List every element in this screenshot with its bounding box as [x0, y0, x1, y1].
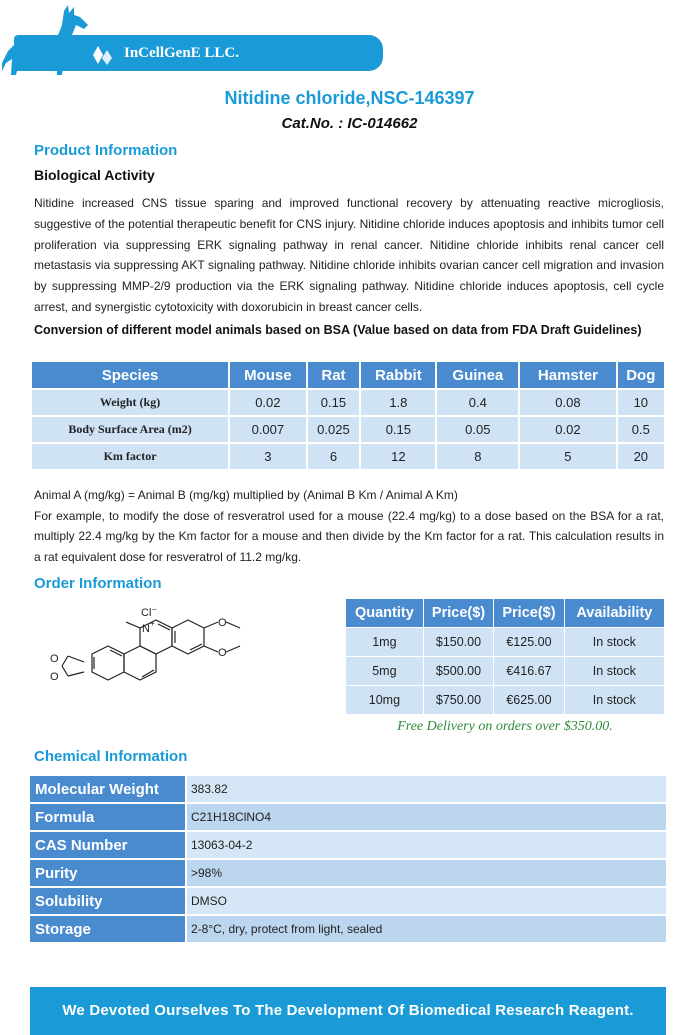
price-usd-cell: $150.00: [424, 628, 493, 656]
droplet-logo-icon: [92, 44, 114, 66]
conversion-heading: Conversion of different model animals based on BSA (Value based on data from FDA Draft Guidelines): [34, 323, 642, 337]
property-key: Formula: [30, 804, 185, 830]
table-header-row: [346, 599, 664, 627]
table-cell: 20: [618, 444, 664, 469]
chemical-info-table: [28, 774, 668, 944]
property-key: CAS Number: [30, 832, 185, 858]
property-value: >98%: [187, 860, 666, 886]
property-key: Storage: [30, 916, 185, 942]
table-cell: 0.15: [361, 417, 435, 442]
svg-text:O: O: [218, 647, 227, 659]
biological-activity-heading: Biological Activity: [34, 167, 155, 183]
table-cell: 0.5: [618, 417, 664, 442]
price-table: [345, 598, 665, 715]
table-cell: 3: [230, 444, 305, 469]
svg-text:O: O: [50, 653, 59, 665]
table-cell: 12: [361, 444, 435, 469]
table-cell: 0.08: [520, 390, 615, 415]
brand-name: InCellGenE LLC.: [124, 45, 240, 61]
price-usd-cell: $750.00: [424, 686, 493, 714]
table-cell: 5: [520, 444, 615, 469]
table-header-cell: Rabbit: [361, 362, 435, 388]
table-cell: 0.15: [308, 390, 360, 415]
counterion-label: Cl: [141, 607, 152, 619]
property-value: C21H18ClNO4: [187, 804, 666, 830]
footer-banner: We Devoted Ourselves To The Development Of Biomedical Research Reagent.: [30, 987, 666, 1035]
chemical-structure-image: [44, 605, 304, 710]
property-key: Solubility: [30, 888, 185, 914]
bsa-conversion-table: [30, 360, 666, 471]
conversion-formula: Animal A (mg/kg) = Animal B (mg/kg) multiplied by (Animal B Km / Animal A Km): [34, 488, 458, 502]
price-usd-header: Price($): [424, 599, 493, 627]
table-cell: 10: [618, 390, 664, 415]
table-cell: 1.8: [361, 390, 435, 415]
table-row: [30, 888, 666, 914]
availability-header: Availability: [565, 599, 664, 627]
table-row: [346, 628, 664, 656]
table-row: [30, 860, 666, 886]
quantity-cell: 5mg: [346, 657, 423, 685]
price-eur-cell: €416.67: [494, 657, 563, 685]
quantity-cell: 1mg: [346, 628, 423, 656]
property-key: Purity: [30, 860, 185, 886]
table-cell: 0.02: [230, 390, 305, 415]
catalog-number: Cat.No. : IC-014662: [281, 115, 418, 132]
price-eur-header: Price($): [494, 599, 563, 627]
charge-minus-label: −: [152, 605, 157, 614]
property-key: Molecular Weight: [30, 776, 185, 802]
quantity-header: Quantity: [346, 599, 423, 627]
property-value: 13063-04-2: [187, 832, 666, 858]
availability-cell: In stock: [565, 628, 664, 656]
table-header-cell: Mouse: [230, 362, 305, 388]
table-row: [32, 444, 664, 469]
table-row: [30, 832, 666, 858]
table-cell: 6: [308, 444, 360, 469]
table-header-cell: Rat: [308, 362, 360, 388]
conversion-example: For example, to modify the dose of resveratrol used for a mouse (22.4 mg/kg) to a dose based on the BSA for a rat, multiply 22.4 mg/kg by the Km factor for a mouse and then divide by the Km factor for a rat. This calculation results in a rat equivalent dose for resveratrol of 11.2 mg/kg.: [34, 508, 664, 564]
svg-text:O: O: [218, 617, 227, 629]
table-cell: 0.4: [437, 390, 518, 415]
table-row: [32, 417, 664, 442]
availability-cell: In stock: [565, 657, 664, 685]
price-usd-cell: $500.00: [424, 657, 493, 685]
nitrogen-label: N: [142, 623, 150, 635]
product-info-heading: Product Information: [34, 142, 178, 159]
page-title: Nitidine chloride,NSC-146397: [224, 88, 475, 108]
price-eur-cell: €625.00: [494, 686, 563, 714]
property-value: 383.82: [187, 776, 666, 802]
row-label: Km factor: [32, 444, 228, 469]
row-label: Weight (kg): [32, 390, 228, 415]
table-row: [30, 776, 666, 802]
goat-logo-icon: [2, 5, 102, 77]
table-cell: 8: [437, 444, 518, 469]
property-value: 2-8°C, dry, protect from light, sealed: [187, 916, 666, 942]
table-cell: 0.05: [437, 417, 518, 442]
table-row: [30, 804, 666, 830]
property-value: DMSO: [187, 888, 666, 914]
table-header-cell: Guinea: [437, 362, 518, 388]
table-row: [346, 657, 664, 685]
table-header-cell: Species: [32, 362, 228, 388]
table-row: [30, 916, 666, 942]
table-cell: 0.02: [520, 417, 615, 442]
charge-plus-label: +: [150, 619, 155, 628]
order-info-heading: Order Information: [34, 575, 162, 592]
price-eur-cell: €125.00: [494, 628, 563, 656]
chemical-info-heading: Chemical Information: [34, 748, 188, 765]
table-cell: 0.007: [230, 417, 305, 442]
quantity-cell: 10mg: [346, 686, 423, 714]
table-header-row: [32, 362, 664, 388]
free-delivery-note: Free Delivery on orders over $350.00.: [397, 719, 613, 734]
biological-activity-text: Nitidine increased CNS tissue sparing and improved functional recovery by attenuating reactive microgliosis, suggestive of the potential therapeutic benefit for CNS injury. Nitidine chloride induces apoptosis and inhibits tumor cell proliferation via suppressing ERK signaling pathway in renal cancer. Nitidine chloride inhibits renal cancer cell metastasis via suppressing AKT signaling pathway. Nitidine chloride inhibits ovarian cancer cell migration and invasion by suppressing MMP-2/9 production via the ERK signaling pathway. Nitidine chloride induces apoptosis, cell cycle arrest, and synergistic cytotoxicity with doxorubicin in breast cancer cells.: [34, 196, 664, 314]
conversion-explanation: [34, 485, 664, 567]
table-header-cell: Hamster: [520, 362, 615, 388]
table-cell: 0.025: [308, 417, 360, 442]
svg-text:O: O: [50, 671, 59, 683]
availability-cell: In stock: [565, 686, 664, 714]
table-row: [32, 390, 664, 415]
row-label: Body Surface Area (m2): [32, 417, 228, 442]
table-header-cell: Dog: [618, 362, 664, 388]
table-row: [346, 686, 664, 714]
